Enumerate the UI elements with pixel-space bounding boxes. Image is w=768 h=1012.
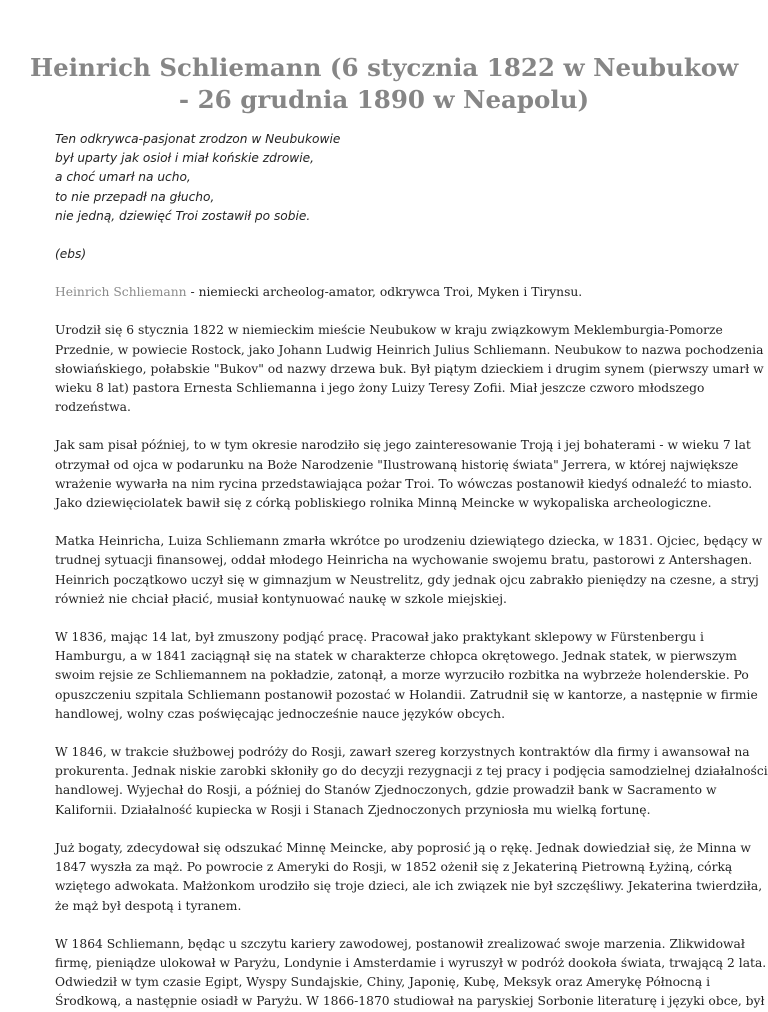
poem-author: (ebs) — [55, 247, 87, 262]
text-line: W 1864 Schliemann, będąc u szczytu kariery zawodowej, postanowił zrealizować swoje marzenia. Zlikwidował — [55, 936, 745, 951]
title-line-2: - 26 grudnia 1890 w Neapolu) — [178, 85, 590, 114]
text-line: Heinrich początkowo uczył się w gimnazjum w Neustrelitz, gdy jednak ojcu zabrakło pieniędzy na czesne, a stryj — [55, 572, 759, 587]
text-line: W 1846, w trakcie służbowej podróży do Rosji, zawarł szereg korzystnych kontraktów dla firmy i awansował na — [55, 745, 750, 760]
paragraph-marriage — [55, 839, 763, 916]
poem-line: to nie przepadł na głucho, — [55, 189, 215, 204]
paragraph-russia — [55, 743, 768, 820]
intro-paragraph — [55, 283, 720, 302]
text-line: Środkową, a następnie osiadł w Paryżu. W 1866-1870 studiował na paryskiej Sorbonie literaturę i języki obce, był — [55, 994, 765, 1009]
paragraph-travels — [55, 935, 767, 1012]
text-line: również nie chciał płacić, musiał kontynuować naukę w szkole miejskiej. — [55, 591, 507, 606]
schliemann-link[interactable]: Heinrich Schliemann — [55, 285, 187, 300]
text-line: Kalifornii. Działalność kupiecka w Rosji i Stanach Zjednoczonych przyniosła mu wielką fortunę. — [55, 802, 651, 817]
intro-text: - niemiecki archeolog-amator, odkrywca Troi, Myken i Tirynsu. — [186, 285, 583, 300]
text-line: opuszczeniu szpitala Schliemann postanowił pozostać w Holandii. Zatrudnił się w kantorze, a następnie w firmie — [55, 687, 758, 702]
paragraph-early-work — [55, 628, 758, 724]
text-line: wieku 8 lat) pastora Ernesta Schliemanna i jego żony Luizy Teresy Zofii. Miał jeszcze czworo młodszego — [55, 381, 705, 396]
text-line: prokurenta. Jednak niskie zarobki skłoniły go do decyzji rezygnacji z tej pracy i podjęcia samodzielnej działalności — [55, 764, 768, 779]
text-line: Hamburgu, a w 1841 zaciągnął się na statek w charakterze chłopca okrętowego. Jednak statek, w pierwszym — [55, 649, 737, 664]
poem-line: a choć umarł na ucho, — [55, 170, 191, 185]
poem-line: Ten odkrywca-pasjonat zrodzon w Neubukowie — [55, 132, 341, 146]
text-line: że mąż był despotą i tyranem. — [55, 898, 242, 913]
text-line: Jak sam pisał później, to w tym okresie narodziło się jego zainteresowanie Troją i jej bohaterami - w wieku 7 lat — [55, 438, 751, 453]
text-line: W 1836, mając 14 lat, był zmuszony podjąć pracę. Pracował jako praktykant sklepowy w Fürstenbergu i — [55, 630, 704, 645]
paragraph-childhood — [55, 532, 763, 609]
text-line: 1847 wyszła za mąż. Po powrocie z Ameryki do Rosji, w 1852 ożenił się z Jekateriną Pietrowną Łyżiną, córką — [55, 860, 733, 875]
poem-line: nie jedną, dziewięć Troi zostawił po sobie. — [55, 208, 311, 223]
paragraph-troy-interest — [55, 436, 753, 513]
text-line: słowiańskiego, połabskie "Bukov" od nazwy drzewa buk. Był piątym dzieckiem i drugim synem (pierwszy umarł w — [55, 361, 764, 376]
text-line: otrzymał od ojca w podarunku na Boże Narodzenie "Ilustrowaną historię świata" Jerrera, w której największe — [55, 457, 739, 472]
poem-line: był uparty jak osioł i miał końskie zdrowie, — [55, 151, 315, 166]
text-line: Urodził się 6 stycznia 1822 w niemieckim mieście Neubukow w kraju związkowym Meklemburgia-Pomorze — [55, 323, 723, 338]
text-line: Już bogaty, zdecydował się odszukać Minnę Meincke, aby poprosić ją o rękę. Jednak dowiedział się, że Minna w — [55, 840, 751, 855]
text-line: wziętego adwokata. Małżonkom urodziło się troje dzieci, ale ich związek nie był szczęśliwy. Jekaterina twierdziła, — [55, 879, 763, 894]
text-line: rodzeństwa. — [55, 400, 131, 415]
text-line: trudnej sytuacji finansowej, oddał młodego Heinricha na wychowanie swojemu bratu, pastorowi z Antershagen. — [55, 553, 753, 568]
page-title — [30, 52, 738, 116]
text-line: swoim rejsie ze Schliemannem na pokładzie, zatonął, a morze wyrzuciło rozbitka na wybrzeże holenderskie. Po — [55, 668, 749, 683]
limerick-poem — [55, 130, 720, 226]
paragraph-birth — [55, 321, 764, 417]
text-line: Jako dziewięciolatek bawił się z córką pobliskiego rolnika Minną Meincke w wykopaliska archeologiczne. — [55, 496, 712, 511]
text-line: Matka Heinricha, Luiza Schliemann zmarła wkrótce po urodzeniu dziewiątego dziecka, w 1831. Ojciec, będący w — [55, 534, 763, 549]
text-line: Przednie, w powiecie Rostock, jako Johann Ludwig Heinrich Julius Schliemann. Neubukow to nazwa pochodzenia — [55, 342, 764, 357]
text-line: handlowej, wolny czas poświęcając jednocześnie nauce języków obcych. — [55, 706, 505, 721]
title-line-1: Heinrich Schliemann (6 stycznia 1822 w Neubukow — [30, 53, 739, 82]
article-body — [55, 130, 768, 1012]
text-line: wrażenie wywarła na nim rycina przedstawiająca pożar Troi. To wówczas postanowił kiedyś odnaleźć to miasto. — [55, 476, 753, 491]
text-line: firmę, pieniądze ulokował w Paryżu, Londynie i Amsterdamie i wyruszył w podróż dookoła świata, trwającą 2 lata. — [55, 955, 767, 970]
text-line: handlowej. Wyjechał do Rosji, a później do Stanów Zjednoczonych, gdzie prowadził bank w Sacramento w — [55, 783, 717, 798]
text-line: Odwiedził w tym czasie Egipt, Wyspy Sundajskie, Chiny, Japonię, Kubę, Meksyk oraz Amerykę Północną i — [55, 975, 711, 990]
